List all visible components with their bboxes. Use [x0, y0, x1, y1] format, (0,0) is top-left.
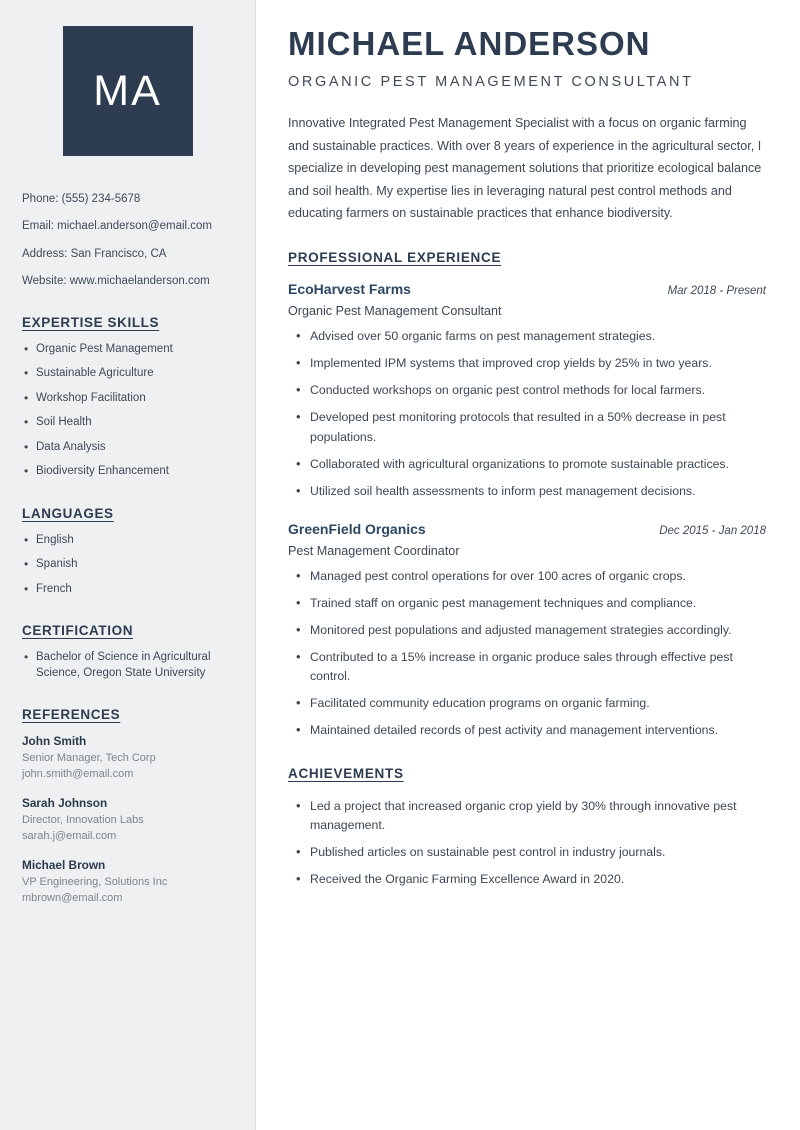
list-item: • Contributed to a 15% increase in organic produce sales through effective pest control. — [288, 648, 766, 686]
languages-heading: LANGUAGES — [22, 505, 114, 521]
reference-name: Michael Brown — [22, 857, 106, 872]
reference-name: John Smith — [22, 734, 87, 749]
achievements-heading: ACHIEVEMENTS — [288, 765, 404, 781]
job-role-subtitle: ORGANIC PEST MANAGEMENT CONSULTANT — [288, 74, 694, 91]
reference-item — [22, 796, 233, 845]
experience-bullets — [288, 327, 766, 500]
list-item: • Conducted workshops on organic pest control methods for local farmers. — [288, 381, 766, 400]
reference-title: VP Engineering, Solutions Inc — [22, 875, 168, 888]
company-name: GreenField Organics — [288, 520, 426, 537]
list-item: • Organic Pest Management — [22, 342, 233, 358]
contact-phone: Phone: (555) 234-5678 — [22, 193, 141, 205]
reference-email: mbrown@email.com — [22, 891, 123, 904]
page-title: MICHAEL ANDERSON — [288, 25, 651, 62]
reference-item — [22, 734, 233, 783]
employment-dates: Dec 2015 - Jan 2018 — [659, 524, 766, 537]
position-title: Organic Pest Management Consultant — [288, 304, 502, 319]
achievements-list — [288, 797, 766, 889]
list-item: • Trained staff on organic pest management techniques and compliance. — [288, 594, 766, 613]
list-item: • Developed pest monitoring protocols that resulted in a 50% decrease in pest populations. — [288, 408, 766, 446]
skills-heading: EXPERTISE SKILLS — [22, 314, 160, 330]
list-item: • Published articles on sustainable pest control in industry journals. — [288, 843, 766, 862]
avatar-wrapper — [22, 26, 233, 156]
list-item: • Data Analysis — [22, 440, 233, 456]
sidebar — [0, 0, 256, 1130]
list-item: • Facilitated community education programs on organic farming. — [288, 694, 766, 713]
list-item: • Workshop Facilitation — [22, 391, 233, 407]
experience-entry — [288, 521, 766, 740]
certification-list — [22, 650, 233, 681]
experience-header — [288, 521, 766, 537]
main-content — [256, 0, 800, 1130]
list-item: • Utilized soil health assessments to inform pest management decisions. — [288, 482, 766, 501]
list-item: • Maintained detailed records of pest activity and management interventions. — [288, 721, 766, 740]
list-item: • Spanish — [22, 557, 233, 573]
reference-email: john.smith@email.com — [22, 768, 134, 781]
list-item: • Monitored pest populations and adjusted management strategies accordingly. — [288, 621, 766, 640]
languages-list — [22, 533, 233, 598]
list-item: • Advised over 50 organic farms on pest management strategies. — [288, 327, 766, 346]
list-item: • Managed pest control operations for over 100 acres of organic crops. — [288, 567, 766, 586]
list-item: • Led a project that increased organic crop yield by 30% through innovative pest management. — [288, 797, 766, 835]
contact-email: Email: michael.anderson@email.com — [22, 220, 212, 233]
reference-title: Director, Innovation Labs — [22, 814, 144, 827]
reference-title: Senior Manager, Tech Corp — [22, 752, 156, 765]
reference-name: Sarah Johnson — [22, 796, 108, 811]
reference-item — [22, 858, 233, 907]
avatar: MA — [63, 26, 193, 156]
certification-heading: CERTIFICATION — [22, 623, 134, 639]
contact-list — [22, 192, 233, 289]
list-item: • Biodiversity Enhancement — [22, 464, 233, 480]
list-item: • French — [22, 582, 233, 598]
list-item: • Sustainable Agriculture — [22, 366, 233, 382]
references-heading: REFERENCES — [22, 707, 121, 723]
list-item: • Implemented IPM systems that improved crop yields by 25% in two years. — [288, 354, 766, 373]
position-title: Pest Management Coordinator — [288, 543, 460, 558]
contact-address: Address: San Francisco, CA — [22, 247, 167, 260]
list-item: • English — [22, 533, 233, 549]
list-item: • Collaborated with agricultural organizations to promote sustainable practices. — [288, 455, 766, 474]
list-item: • Bachelor of Science in Agricultural Science, Oregon State University — [22, 650, 233, 681]
experience-heading: PROFESSIONAL EXPERIENCE — [288, 250, 502, 266]
contact-website: Website: www.michaelanderson.com — [22, 275, 210, 288]
experience-bullets — [288, 567, 766, 740]
employment-dates: Mar 2018 - Present — [667, 285, 766, 298]
professional-summary: Innovative Integrated Pest Management Specialist with a focus on organic farming and sustainable practices. With over 8 years of experience in the agricultural sector, I specialize in developing pest management solutions that prioritize ecological balance and soil health. My expertise lies in leveraging natural pest control methods and educating farmers on sustainable practices that enhance biodiversity. — [288, 116, 762, 220]
company-name: EcoHarvest Farms — [288, 281, 411, 298]
list-item: • Received the Organic Farming Excellence Award in 2020. — [288, 870, 766, 889]
list-item: • Soil Health — [22, 415, 233, 431]
experience-entry — [288, 281, 766, 500]
experience-header — [288, 281, 766, 297]
reference-email: sarah.j@email.com — [22, 829, 117, 842]
skills-list — [22, 342, 233, 480]
